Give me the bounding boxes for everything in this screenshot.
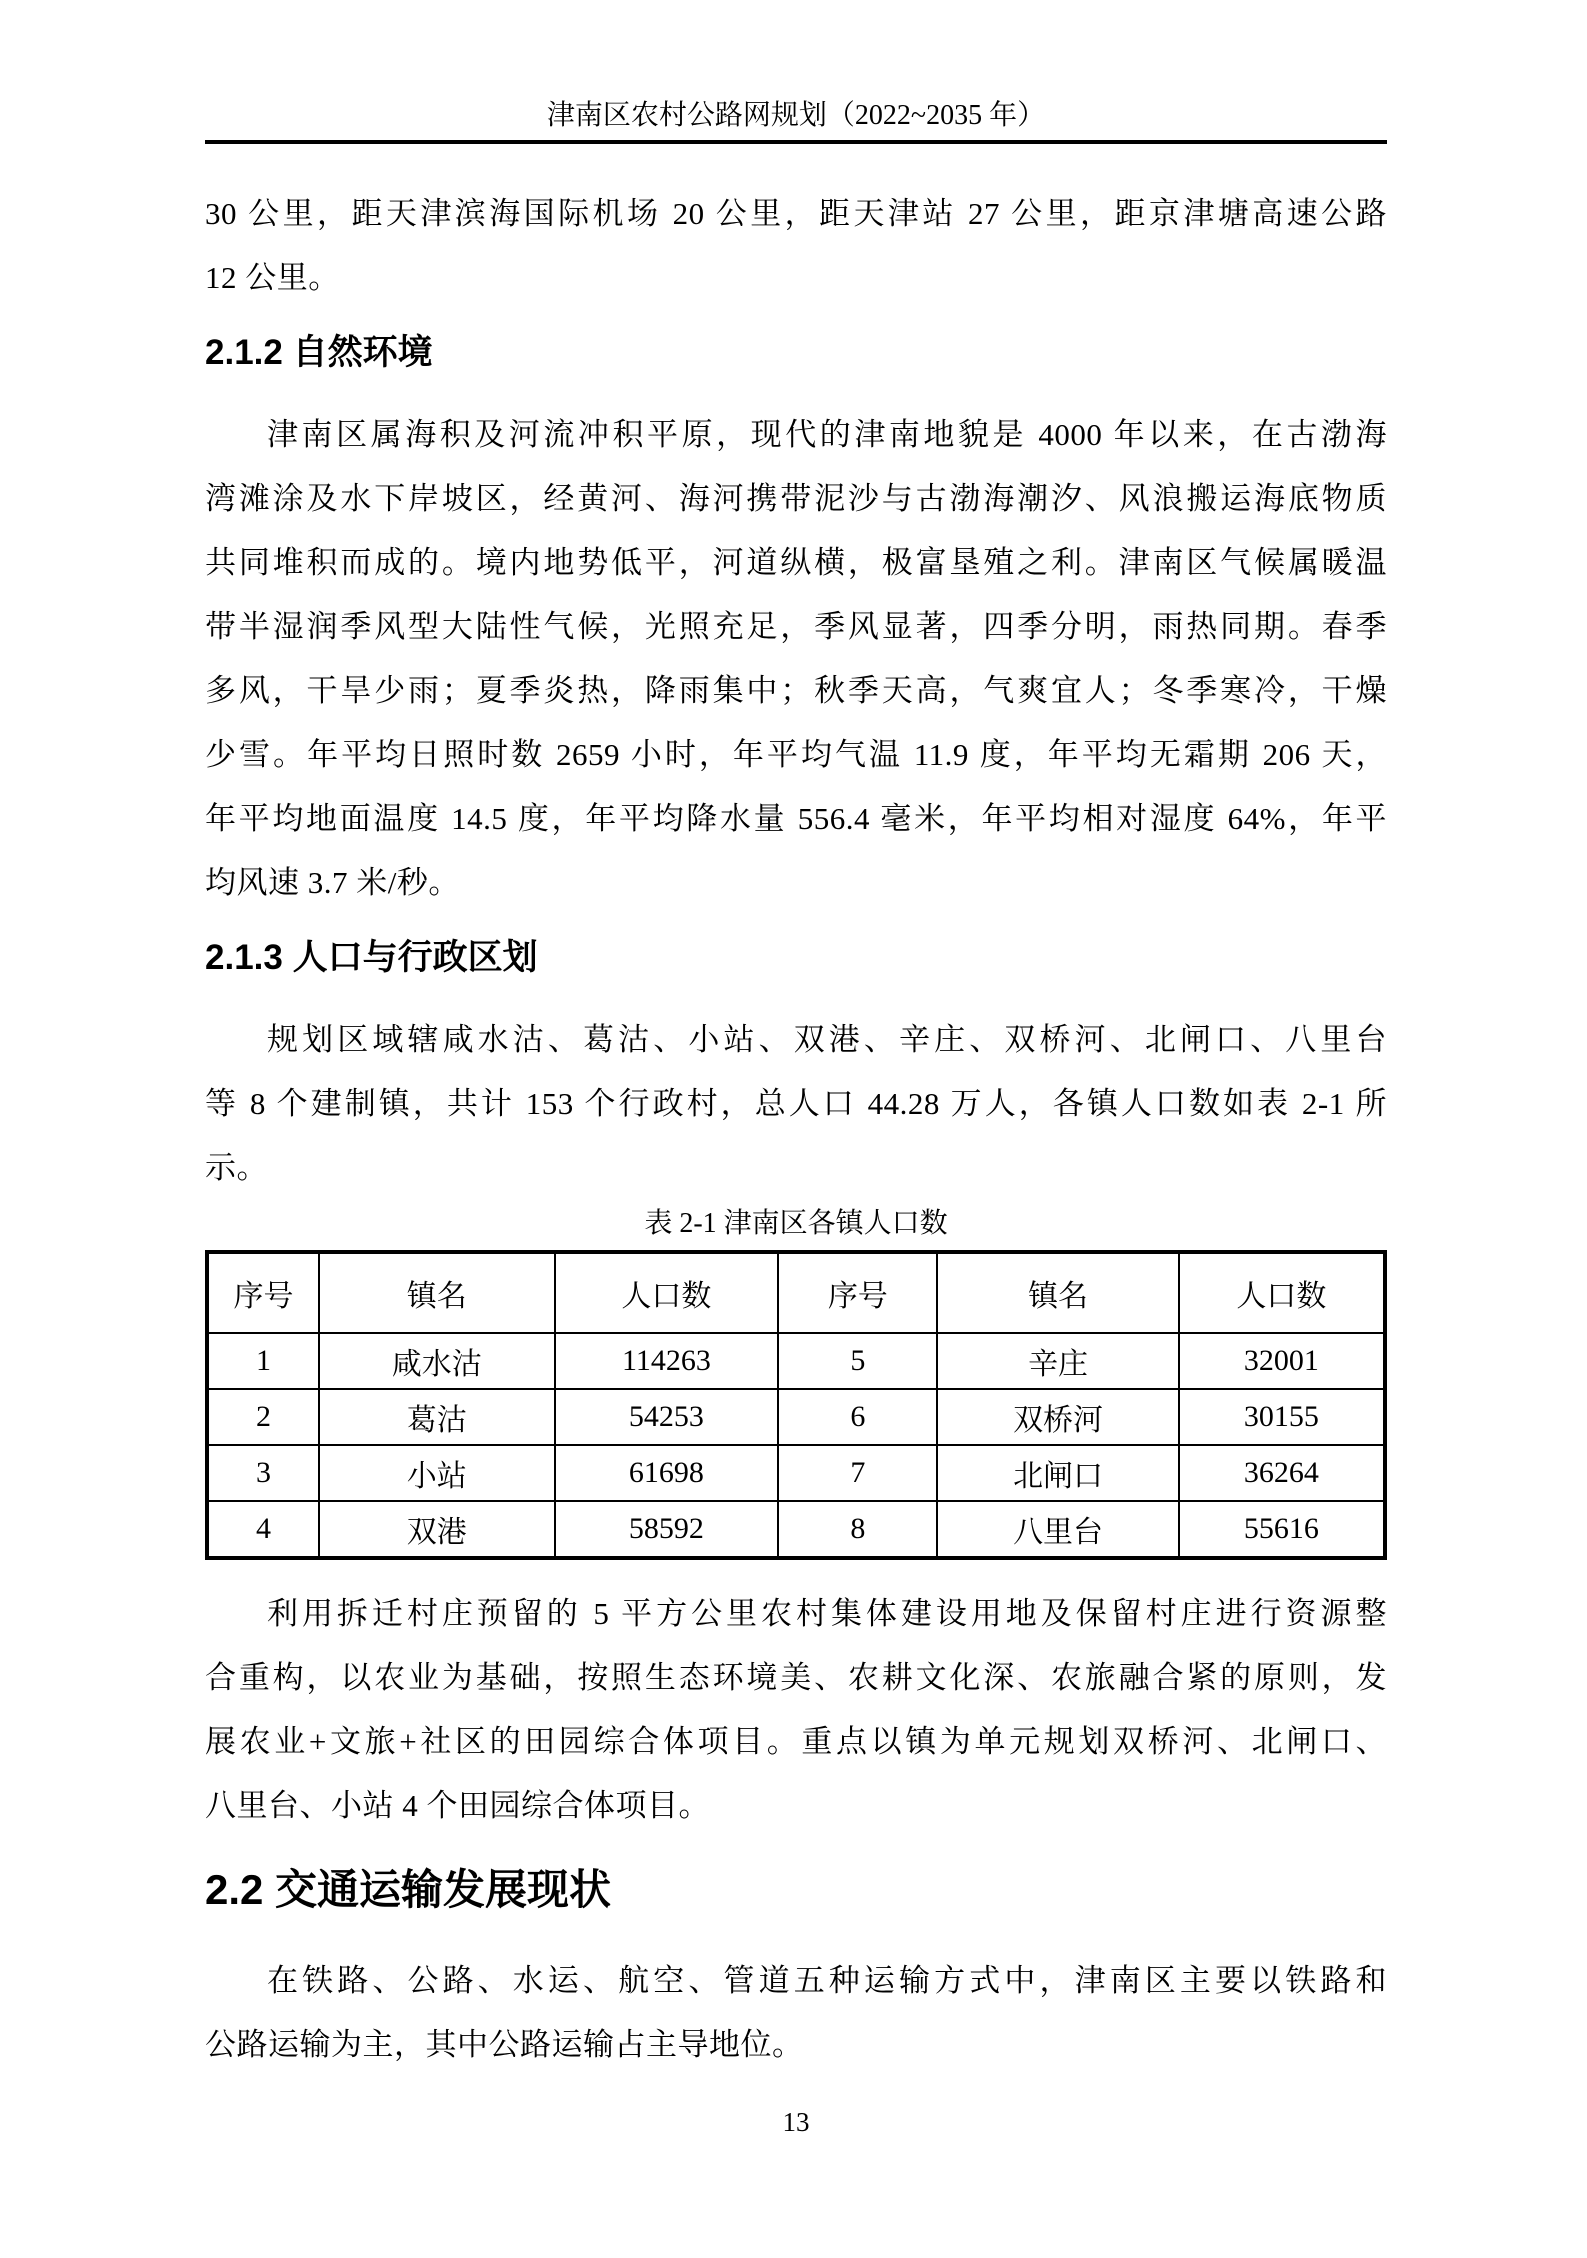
table-header-cell: 人口数 [555,1252,779,1333]
table-cell: 北闸口 [937,1445,1178,1501]
text-line: 少雪。年平均日照时数 2659 小时，年平均气温 11.9 度，年平均无霜期 206 天， [205,737,1387,772]
text-line: 年平均地面温度 14.5 度，年平均降水量 556.4 毫米，年平均相对湿度 64%，年平 [205,801,1387,836]
table-header-cell: 人口数 [1179,1252,1385,1333]
text-line: 八里台、小站 4 个田园综合体项目。 [205,1788,710,1823]
table-cell: 55616 [1179,1501,1385,1558]
table-cell: 辛庄 [937,1333,1178,1389]
text-line: 津南区属海积及河流冲积平原，现代的津南地貌是 4000 年以来，在古渤海 [267,417,1387,452]
table-cell: 双港 [319,1501,555,1558]
text-line: 规划区域辖咸水沽、葛沽、小站、双港、辛庄、双桥河、北闸口、八里台 [267,1022,1387,1057]
text-line: 多风，干旱少雨；夏季炎热，降雨集中；秋季天高，气爽宜人；冬季寒冷，干燥 [205,673,1387,708]
table-cell: 咸水沽 [319,1333,555,1389]
text-line: 公路运输为主，其中公路运输占主导地位。 [205,2027,804,2062]
text-line: 等 8 个建制镇，共计 153 个行政村，总人口 44.28 万人，各镇人口数如表 2-1 所 [205,1086,1387,1121]
table-header-cell: 镇名 [937,1252,1178,1333]
table-row [207,1389,1385,1445]
table-cell: 4 [207,1501,319,1558]
text-line: 12 公里。 [205,260,340,295]
table-cell: 8 [778,1501,937,1558]
intro-paragraph [205,182,1387,310]
table-row [207,1333,1385,1389]
table-cell: 1 [207,1333,319,1389]
natural-environment-paragraph [205,403,1387,915]
table-cell: 葛沽 [319,1389,555,1445]
text-line: 展农业+文旅+社区的田园综合体项目。重点以镇为单元规划双桥河、北闸口、 [205,1724,1387,1759]
text-line: 利用拆迁村庄预留的 5 平方公里农村集体建设用地及保留村庄进行资源整 [267,1596,1387,1631]
table-cell: 5 [778,1333,937,1389]
table-cell: 7 [778,1445,937,1501]
table-cell: 双桥河 [937,1389,1178,1445]
population-table [205,1250,1387,1560]
text-line: 湾滩涂及水下岸坡区，经黄河、海河携带泥沙与古渤海潮汐、风浪搬运海底物质 [205,481,1387,516]
table-cell: 114263 [555,1333,779,1389]
table-row [207,1445,1385,1501]
table-cell: 61698 [555,1445,779,1501]
text-line: 在铁路、公路、水运、航空、管道五种运输方式中，津南区主要以铁路和 [267,1963,1387,1998]
text-line: 带半湿润季风型大陆性气候，光照充足，季风显著，四季分明，雨热同期。春季 [205,609,1387,644]
section-heading-2-2: 2.2 交通运输发展现状 [205,1866,612,1913]
table-header-cell: 序号 [778,1252,937,1333]
transport-paragraph [205,1949,1387,2077]
table-row [207,1501,1385,1558]
table-cell: 32001 [1179,1333,1385,1389]
page-number: 13 [782,2107,810,2137]
table-cell: 6 [778,1389,937,1445]
table-header-cell: 镇名 [319,1252,555,1333]
table-cell: 八里台 [937,1501,1178,1558]
text-line: 共同堆积而成的。境内地势低平，河道纵横，极富垦殖之利。津南区气候属暖温 [205,545,1387,580]
table-body [207,1333,1385,1558]
table-cell: 2 [207,1389,319,1445]
table-cell: 58592 [555,1501,779,1558]
table-cell: 30155 [1179,1389,1385,1445]
population-paragraph [205,1008,1387,1200]
text-line: 均风速 3.7 米/秒。 [205,865,460,900]
text-line: 合重构，以农业为基础，按照生态环境美、农耕文化深、农旅融合紧的原则，发 [205,1660,1387,1695]
section-heading-2-1-3: 2.1.3 人口与行政区划 [205,938,538,977]
table-cell: 3 [207,1445,319,1501]
rural-land-paragraph [205,1582,1387,1838]
table-cell: 小站 [319,1445,555,1501]
text-line: 示。 [205,1150,268,1185]
table-caption: 表 2-1 津南区各镇人口数 [644,1208,948,1239]
table-header-cell: 序号 [207,1252,319,1333]
table-cell: 54253 [555,1389,779,1445]
text-line: 30 公里，距天津滨海国际机场 20 公里，距天津站 27 公里，距京津塘高速公路 [205,196,1387,231]
table-header-row [207,1252,1385,1333]
table-cell: 36264 [1179,1445,1385,1501]
section-heading-2-1-2: 2.1.2 自然环境 [205,333,433,372]
page-header-title: 津南区农村公路网规划（2022~2035 年） [205,98,1387,144]
